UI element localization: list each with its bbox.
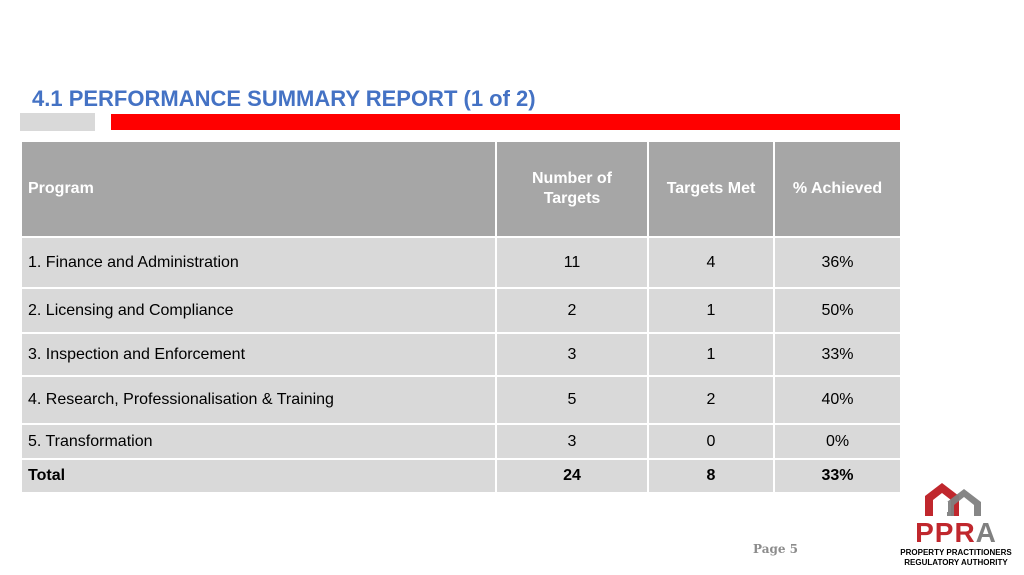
column-header-program: Program [21, 141, 496, 237]
cell-targets-met: 1 [648, 333, 774, 376]
logo-wordmark [895, 518, 1017, 548]
cell-targets-met: 0 [648, 424, 774, 459]
logo-subtitle-line2: REGULATORY AUTHORITY [904, 558, 1008, 567]
cell-percent-achieved: 40% [774, 376, 901, 424]
table-row [21, 424, 901, 459]
table-header-row [21, 141, 901, 237]
table-row [21, 333, 901, 376]
logo-wordmark-a: A [975, 517, 997, 548]
cell-percent-achieved: 50% [774, 288, 901, 333]
cell-program: 2. Licensing and Compliance [21, 288, 496, 333]
cell-percent-achieved: 0% [774, 424, 901, 459]
logo-wordmark-r: R [954, 517, 976, 548]
cell-program: 1. Finance and Administration [21, 237, 496, 288]
cell-number-of-targets: 2 [496, 288, 648, 333]
table-total-row [21, 459, 901, 493]
column-header-percent-achieved: % Achieved [774, 141, 901, 237]
table-row [21, 237, 901, 288]
cell-percent-achieved: 36% [774, 237, 901, 288]
cell-number-of-targets: 3 [496, 333, 648, 376]
page-number: Page 5 [753, 542, 799, 556]
column-header-number-of-targets: Number of Targets [496, 141, 648, 237]
cell-number-of-targets: 3 [496, 424, 648, 459]
performance-summary-table [20, 140, 902, 494]
title-underline-grey [20, 113, 95, 131]
table-row [21, 376, 901, 424]
ppra-logo [895, 478, 1017, 570]
page-title: 4.1 PERFORMANCE SUMMARY REPORT (1 of 2) [32, 86, 536, 111]
logo-wordmark-pp: PP [915, 517, 955, 548]
logo-subtitle [895, 548, 1017, 568]
cell-total-number-of-targets: 24 [496, 459, 648, 493]
house-logo-icon [895, 478, 1017, 520]
title-underline-red [111, 114, 900, 130]
cell-number-of-targets: 5 [496, 376, 648, 424]
cell-total-label: Total [21, 459, 496, 493]
table-row [21, 288, 901, 333]
cell-percent-achieved: 33% [774, 333, 901, 376]
logo-subtitle-line1: PROPERTY PRACTITIONERS [900, 548, 1012, 557]
cell-total-targets-met: 8 [648, 459, 774, 493]
cell-targets-met: 1 [648, 288, 774, 333]
cell-total-percent-achieved: 33% [774, 459, 901, 493]
cell-targets-met: 4 [648, 237, 774, 288]
column-header-targets-met: Targets Met [648, 141, 774, 237]
cell-program: 3. Inspection and Enforcement [21, 333, 496, 376]
cell-program: 4. Research, Professionalisation & Training [21, 376, 496, 424]
cell-targets-met: 2 [648, 376, 774, 424]
cell-number-of-targets: 11 [496, 237, 648, 288]
cell-program: 5. Transformation [21, 424, 496, 459]
